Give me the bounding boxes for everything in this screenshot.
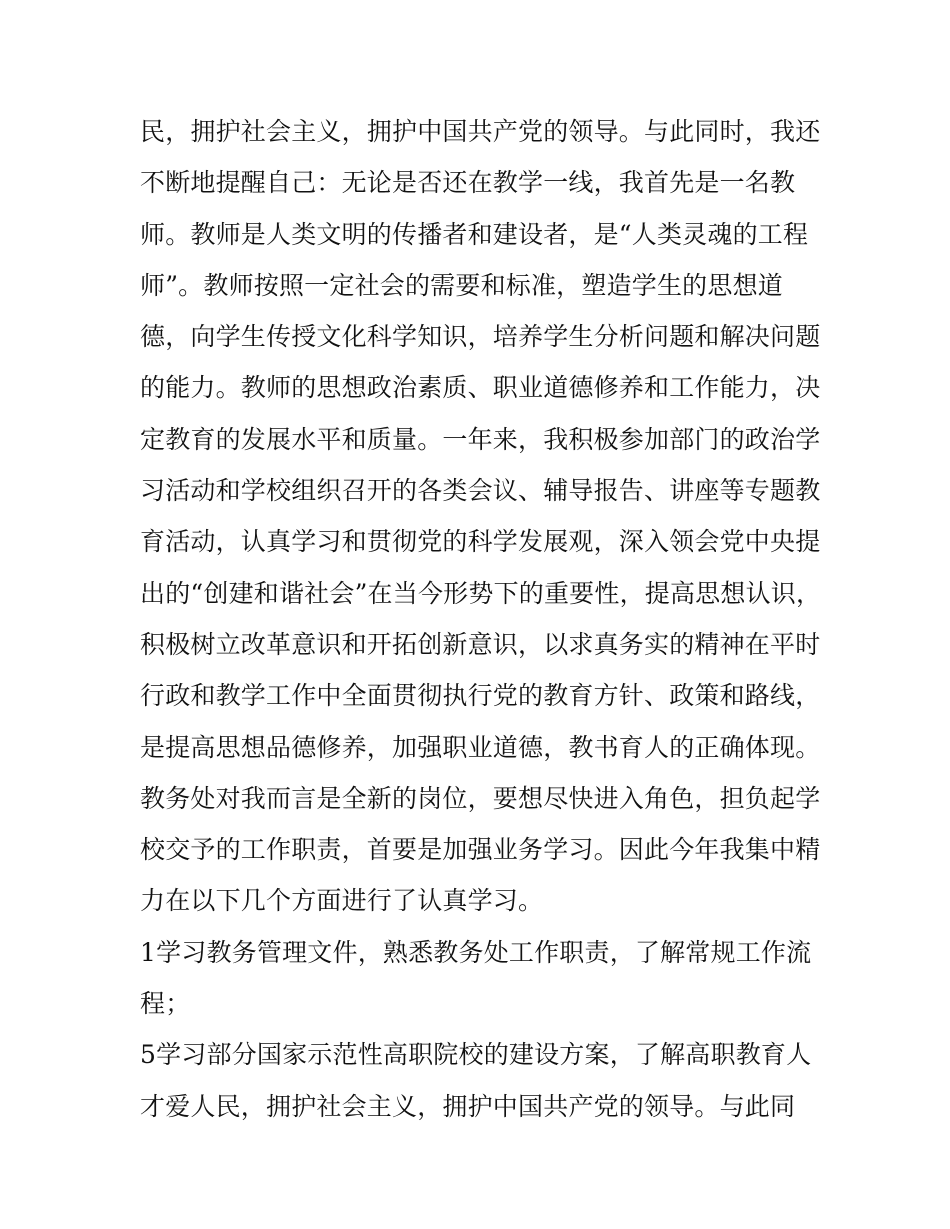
text-line: 德，向学生传授文化科学知识，培养学生分析问题和解决问题 — [140, 322, 821, 352]
text-line: 力在以下几个方面进行了认真学习。 — [140, 886, 544, 916]
text-line: 师”。教师按照一定社会的需要和标准，塑造学生的思想道 — [140, 270, 783, 300]
text-line: 育活动，认真学习和贯彻党的科学发展观，深入领会党中央提 — [140, 527, 821, 557]
text-line: 师。教师是人类文明的传播者和建设者，是“人类灵魂的工程 — [140, 219, 809, 249]
list-item-text: 1学习教务管理文件，熟悉教务处工作职责，了解常规工作流 — [140, 937, 812, 967]
text-line: 校交予的工作职责，首要是加强业务学习。因此今年我集中精 — [140, 835, 821, 865]
text-line: 是提高思想品德修养，加强职业道德，教书育人的正确体现。 — [140, 732, 821, 762]
list-item-text: 程； — [140, 989, 191, 1019]
text-line: 出的“创建和谐社会”在当今形势下的重要性，提高思想认识， — [140, 578, 822, 608]
list-item-text: 5学习部分国家示范性高职院校的建设方案，了解高职教育人 — [140, 1040, 812, 1070]
text-line: 定教育的发展水平和质量。一年来，我积极参加部门的政治学 — [140, 424, 821, 454]
text-line: 不断地提醒自己：无论是否还在教学一线，我首先是一名教 — [140, 168, 796, 198]
text-line: 的能力。教师的思想政治素质、职业道德修养和工作能力，决 — [140, 373, 821, 403]
text-line: 积极树立改革意识和开拓创新意识，以求真务实的精神在平时 — [140, 629, 821, 659]
body-text — [140, 106, 820, 1132]
text-line: 民，拥护社会主义，拥护中国共产党的领导。与此同时，我还 — [140, 117, 821, 146]
text-line: 教务处对我而言是全新的岗位，要想尽快进入角色，担负起学 — [140, 783, 821, 813]
list-item-text: 才爱人民，拥护社会主义，拥护中国共产党的领导。与此同 — [140, 1091, 796, 1121]
text-line: 习活动和学校组织召开的各类会议、辅导报告、讲座等专题教 — [140, 476, 821, 506]
text-line: 行政和教学工作中全面贯彻执行党的教育方针、政策和路线， — [140, 681, 821, 711]
